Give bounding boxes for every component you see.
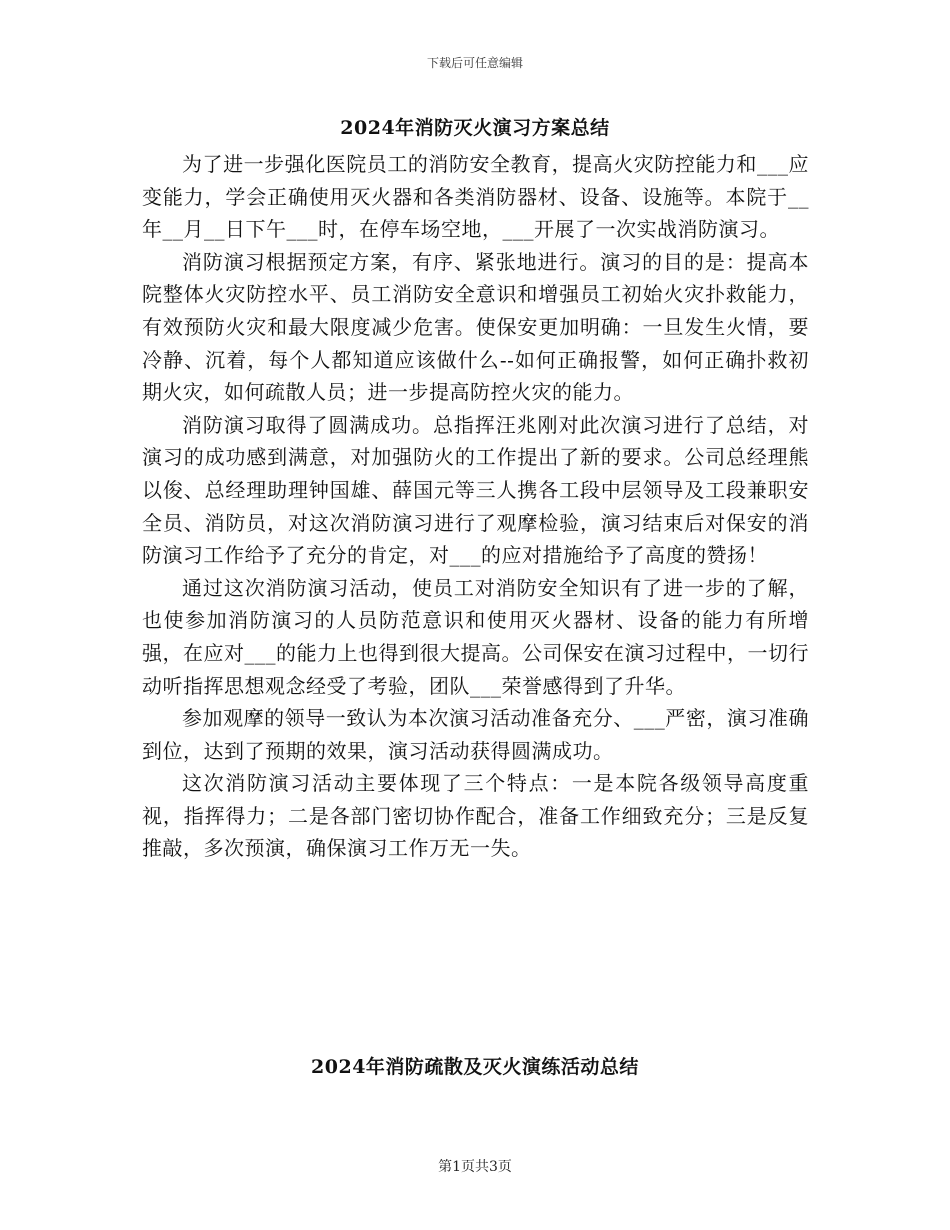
paragraph: 为了进一步强化医院员工的消防安全教育，提高火灾防控能力和___应变能力，学会正确使用灭火器和各类消防器材、设备、设施等。本院于__年__月__日下午___时，在停车场空地，___开展了一次实战消防演习。 [142, 152, 809, 242]
page-footer: 第1页共3页 [438, 1159, 512, 1175]
paragraph: 消防演习根据预定方案，有序、紧张地进行。演习的目的是：提高本院整体火灾防控水平、员工消防安全意识和增强员工初始火灾扑救能力，有效预防火灾和最大限度减少危害。使保安更加明确：一旦发生火情，要冷静、沉着，每个人都知道应该做什么--如何正确报警，如何正确扑救初期火灾，如何疏散人员；进一步提高防控火灾的能力。 [142, 249, 809, 405]
paragraph: 参加观摩的领导一致认为本次演习活动准备充分、___严密，演习准确到位，达到了预期的效果，演习活动获得圆满成功。 [142, 706, 809, 763]
paragraph: 通过这次消防演习活动，使员工对消防安全知识有了进一步的了解，也使参加消防演习的人员防范意识和使用灭火器材、设备的能力有所增强，在应对___的能力上也得到很大提高。公司保安在演习过程中，一切行动听指挥思想观念经受了考验，团队___荣誉感得到了升华。 [142, 575, 809, 698]
paragraph: 这次消防演习活动主要体现了三个特点：一是本院各级领导高度重视，指挥得力；二是各部门密切协作配合，准备工作细致充分；三是反复推敲，多次预演，确保演习工作万无一失。 [142, 771, 809, 861]
document-body [142, 148, 809, 865]
next-section-title: 2024年消防疏散及灭火演练活动总结 [311, 1056, 639, 1078]
header-note: 下载后可任意编辑 [426, 56, 523, 70]
paragraph: 消防演习取得了圆满成功。总指挥汪兆刚对此次演习进行了总结，对演习的成功感到满意，对加强防火的工作提出了新的要求。公司总经理熊以俊、总经理助理钟国雄、薛国元等三人携各工段中层领导及工段兼职安全员、消防员，对这次消防演习进行了观摩检验，演习结束后对保安的消防演习工作给予了充分的肯定，对___的应对措施给予了高度的赞扬！ [142, 412, 809, 568]
document-title: 2024年消防灭火演习方案总结 [340, 117, 610, 139]
